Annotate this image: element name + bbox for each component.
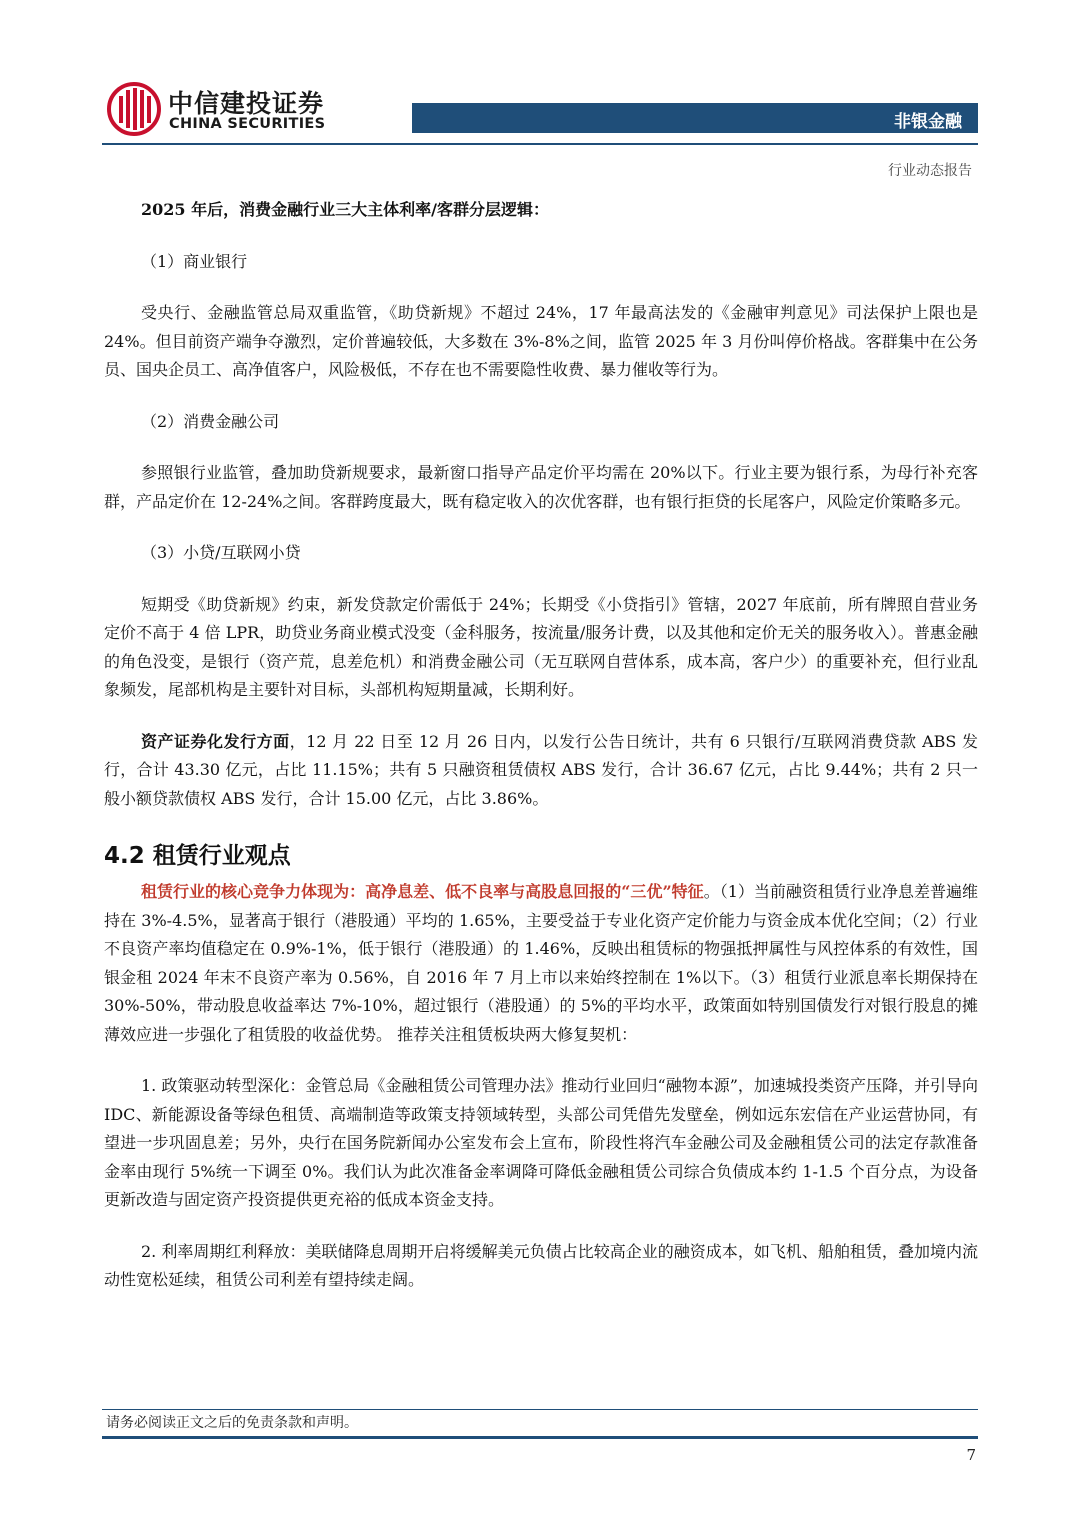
paragraph-abs-issuance [104,728,978,814]
subheading-commercial-banks: （1）商业银行 [141,251,248,271]
sector-banner [412,103,978,133]
main-content [104,196,978,1295]
header-divider [102,143,978,145]
paragraph-rate-cycle: 2. 利率周期红利释放：美联储降息周期开启将缓解美元负债占比较高企业的融资成本，如飞机、船舶租赁，叠加境内流动性宽松延续，租赁公司利差有望持续走阔。 [104,1241,978,1289]
logo-english-name: CHINA SECURITIES [169,116,326,132]
paragraph-policy-driven: 1. 政策驱动转型深化：金管总局《金融租赁公司管理办法》推动行业回归“融物本源”，加速城投类资产压降，并引导向 IDC、新能源设备等绿色租赁、高端制造等政策支持领域转型，头部公司凭借先发壁垒，例如远东宏信在产业运营协同，有望进一步巩固息差；另外，央行在国务院新闻办公室发布会上宣布，阶段性将汽车金融公司及金融租赁公司的法定存款准备金率由现行 5%统一下调至 0%。我们认为此次准备金率调降可降低金融租赁公司综合负债成本约 1-1.5 个百分点，为设备更新改造与固定资产投资提供更充裕的低成本资金支持。 [104,1076,978,1209]
leasing-text: 。（1）当前融资租赁行业净息差普遍维持在 3%-4.5%，显著高于银行（港股通）平均的 1.65%，主要受益于专业化资产定价能力与资金成本优化空间；（2）行业不良资产率均值稳定在 0.9%-1%，低于银行（港股通）的 1.46%，反映出租赁标的物强抵押属性与风控体系的有效性，国银金租 2024 年末不良资产率为 0.56%，自 2016 年 7 月上市以来始终控制在 1%以下。（3）租赁行业派息率长期保持在 30%-50%，带动股息收益率达 7%-10%，超过银行（港股通）的 5%的平均水平，政策面如特别国债发行对银行股息的摊薄效应进一步强化了租赁股的收益优势。 推荐关注租赁板块两大修复契机： [104,882,978,1044]
abs-lead: 资产证券化发行方面 [141,731,290,751]
section-heading-leasing: 4.2 租赁行业观点 [104,843,291,869]
paragraph-consumer-finance: 参照银行业监管，叠加助贷新规要求，最新窗口指导产品定价平均需在 20%以下。行业主要为银行系，为母行补充客群，产品定价在 12-24%之间。客群跨度最大，既有稳定收入的次优客群，也有银行拒贷的长尾客户，风险定价策略多元。 [104,463,978,511]
logo [106,80,346,140]
page-number: 7 [966,1446,976,1464]
footer-divider-bottom [102,1436,978,1439]
section-intro: 2025 年后，消费金融行业三大主体利率/客群分层逻辑： [141,200,549,219]
logo-chinese-name: 中信建投证券 [168,89,325,118]
footer-divider-top [102,1409,978,1410]
subheading-microloans: （3）小贷/互联网小贷 [141,543,301,562]
report-type-label: 行业动态报告 [888,163,972,179]
paragraph-microloans: 短期受《助贷新规》约束，新发贷款定价需低于 24%；长期受《小贷指引》管辖，2027 年底前，所有牌照自营业务定价不高于 4 倍 LPR，助贷业务商业模式没变（金科服务，按流量/服务计费，以及其他和定价无关的服务收入）。普惠金融的角色没变，是银行（资产荒，息差危机）和消费金融公司（无互联网自营体系，成本高，客户少）的重要补充，但行业乱象频发，尾部机构是主要针对目标，头部机构短期量减，长期利好。 [104,594,978,699]
sector-label: 非银金融 [894,112,962,132]
paragraph-commercial-banks: 受央行、金融监管总局双重监管，《助贷新规》不超过 24%，17 年最高法发的《金融审判意见》司法保护上限也是 24%。但目前资产端争夺激烈，定价普遍较低，大多数在 3%-8%之间，监管 2025 年 3 月份叫停价格战。客群集中在公务员、国央企员工、高净值客户，风险极低，不存在也不需要隐性收费、暴力催收等行为。 [104,303,978,379]
subheading-consumer-finance: （2）消费金融公司 [141,411,280,431]
leasing-highlight: 租赁行业的核心竞争力体现为：高净息差、低不良率与高股息回报的“三优”特征 [141,882,704,901]
china-securities-logo-icon [106,80,162,138]
abs-text: ，12 月 22 日至 12 月 26 日内，以发行公告日统计，共有 6 只银行/互联网消费贷款 ABS 发行，合计 43.30 亿元，占比 11.15%；共有 5 只融资租赁债权 ABS 发行，合计 36.67 亿元，占比 9.44%；共有 2 只一般小额贷款债权 ABS 发行，合计 15.00 亿元，占比 3.86%。 [104,731,978,808]
disclaimer: 请务必阅读正文之后的免责条款和声明。 [106,1415,358,1431]
paragraph-leasing-view [104,878,978,1049]
